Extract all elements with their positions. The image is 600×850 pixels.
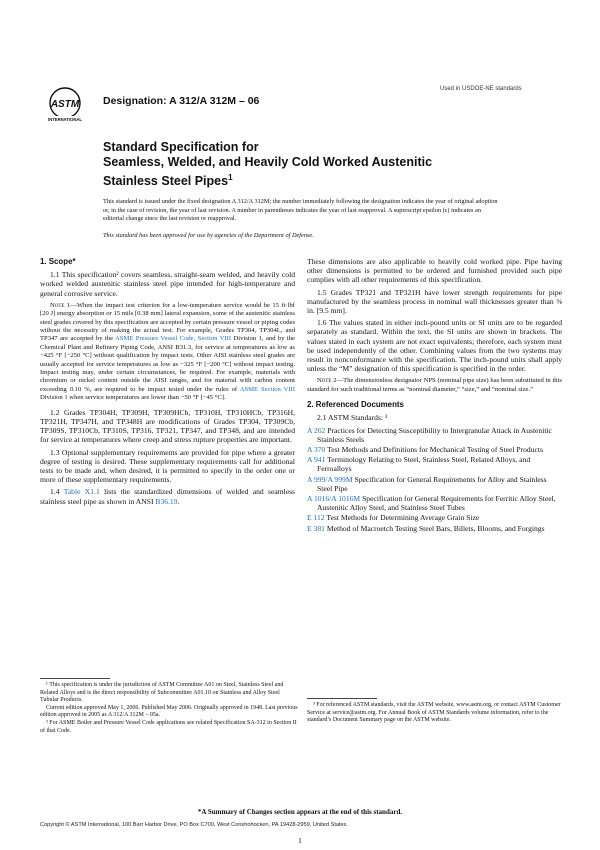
paragraph-1-5: 1.5 Grades TP321 and TP321H have lower strength requirements for pipe manufactured by the seamless process in nominal wall thicknesses greater than ⅜ in. [9.5 mm]. (307, 287, 562, 316)
reference-item: A 941 Terminology Relating to Steel, Stainless Steel, Related Alloys, and Ferroalloys (307, 455, 531, 474)
title-line-2: Seamless, Welded, and Heavily Cold Worked Austenitic (103, 155, 433, 169)
footnote-1: ¹ This specification is under the jurisdiction of ASTM Committee A01 on Steel, Stainless Steel and Related Alloys and is the direct responsibility of Subcommittee A01.10 on Stainless and Alloy Steel Tubular Products. (40, 682, 284, 704)
reference-code[interactable]: A 370 (307, 445, 326, 455)
reference-item: A 370 Test Methods and Definitions for Mechanical Testing of Steel Products (307, 445, 543, 455)
asme-section-link[interactable]: ASME Section VIII (239, 385, 296, 393)
reference-item: E 112 Test Methods for Determining Average Grain Size (307, 513, 480, 523)
note-1-label: Note 1 (50, 301, 71, 309)
reference-code[interactable]: A 999/A 999M (307, 474, 353, 484)
footnotes-right (307, 698, 562, 725)
paragraph-1-4-continued: These dimensions are also applicable to heavily cold worked pipe. Pipe having other dimensions is permitted to be ordered and furnished provided such pipe complies with all other requirements of this specification. (307, 257, 562, 285)
reference-list (307, 426, 562, 533)
note-2-label: Note 2 (317, 377, 337, 385)
footnote-3: ³ For referenced ASTM standards, visit the ASTM website, www.astm.org, or contact ASTM Customer Service at service@astm.org. For Annual Book of ASTM Standards volume information, refer to the standard’s Document Summary page on the ASTM website. (307, 702, 561, 724)
footnote-divider (40, 678, 110, 679)
title-footnote-mark: 1 (228, 173, 233, 182)
usage-note: Used in USDOE-NE standards (440, 86, 522, 92)
table-x1-1-link[interactable]: Table X1.1 (63, 487, 100, 497)
title-line-3: Stainless Steel Pipes$^1$ (103, 173, 233, 189)
issuance-note: This standard is issued under the fixed designation A 312/A 312M; the number immediately following the designation indicates the year of original adoption or, in the case of revision, the year of last revision. A number in parentheses indicates the year of last reapproval. A superscript epsilon (ε) indicates an editorial change since the last revision or reapproval. (103, 198, 498, 223)
note-1: Note 1—When the impact test criterion for a low-temperature service would be 15 ft·lbf [20 J] energy absorption or 15 mils [0.38 mm] lateral expansion, some of the austenitic stainless steel grades covered by this specification are accepted by certain pressure vessel or piping codes without the necessity of making the actual test. For example, Grades TP304, TP304L, and TP347 are accepted by the ASME Pressure Vessel Code, Section VIII Division 1, and by the Chemical Plant and Refinery Piping Code, ANSI B31.3, for service at temperatures as low as −425 °F [−250 °C] without qualification by impact tests. Other AISI stainless steel grades are usually accepted for service temperatures as low as −325 °F [−200 °C] without impact testing. Impact testing may, under certain circumstances, be required. For example, materials with chromium or nickel content outside the AISI ranges, and for material with carbon content exceeding 0.10 %, are required to be impact tested under the rules of ASME Section VIII Division 1 when service temperatures are lower than −50 °F [−45 °C]. (40, 301, 296, 402)
note-2: Note 2—The dimensionless designator NPS (nominal pipe size) has been substituted in this standard for such traditional terms as “nominal diameter,” “size,” and “nominal size.” (307, 377, 562, 393)
footnotes-left (40, 678, 298, 735)
svg-text:ASTM: ASTM (50, 99, 80, 110)
reference-code[interactable]: A 262 (307, 425, 326, 435)
reference-item: A 1016/A 1016M Specification for General Requirements for Ferritic Alloy Steel, Austenitic Alloy Steel, and Stainless Steel Tubes (307, 494, 556, 513)
svg-text:INTERNATIONAL: INTERNATIONAL (48, 117, 82, 122)
asme-code-link[interactable]: ASME Pressure Vessel Code, Section VIII (115, 335, 232, 343)
reference-item: A 262 Practices for Detecting Susceptibility to Intergranular Attack in Austenitic Stainless Steels (307, 425, 552, 444)
footnote-2: ² For ASME Boiler and Pressure Vessel Code applications see related Specification SA-312 in Section II of that Code. (40, 719, 297, 734)
copyright: Copyright © ASTM International, 100 Barr Harbor Drive, PO Box C700, West Conshohocken, PA 19428-2959, United States. (40, 822, 348, 828)
dod-approval-note: This standard has been approved for use by agencies of the Department of Defense. (103, 232, 314, 239)
designation: Designation: A 312/A 312M – 06 (103, 95, 260, 107)
left-column (40, 257, 295, 509)
title-line-1: Standard Specification for (103, 140, 259, 154)
reference-code[interactable]: A 941 (307, 455, 326, 465)
page-number: 1 (298, 836, 302, 845)
paragraph-1-2: 1.2 Grades TP304H, TP309H, TP309HCb, TP310H, TP310HCb, TP316H, TP321H, TP347H, and TP348H are modifications of Grades TP304, TP309Cb, TP309S, TP310Cb, TP310S, TP316, TP321, TP347, and TP348, and are intended for service at temperatures where creep and stress rupture properties are important. (40, 407, 295, 445)
section-heading-scope: 1. Scope* (40, 257, 76, 266)
footnote-divider (307, 698, 377, 699)
reference-code[interactable]: A 1016/A 1016M (307, 494, 361, 504)
paragraph-1-4: 1.4 Table X1.1 lists the standardized dimensions of welded and seamless stainless steel pipe as shown in ANSI B36.19. (40, 487, 295, 506)
paragraph-1-1: 1.1 This specification² covers seamless, straight-seam welded, and heavily cold worked welded austenitic stainless steel pipe intended for high-temperature and general corrosive service. (40, 270, 295, 298)
reference-item: E 381 Method of Macroetch Testing Steel Bars, Billets, Blooms, and Forgings (307, 523, 545, 533)
document-title (103, 140, 503, 189)
section-heading-referenced-documents: 2. Referenced Documents (307, 400, 404, 410)
reference-item: A 999/A 999M Specification for General Requirements for Alloy and Stainless Steel Pipe (307, 474, 547, 493)
paragraph-1-6: 1.6 The values stated in either inch-pound units or SI units are to be regarded separately as standard. Within the text, the SI units are shown in brackets. The values stated in each system are not exact equivalents; therefore, each system must be used independently of the other. Combining values from the two systems may result in nonconformance with the specification. The inch-pound units shall apply unless the “M” designation of this specification is specified in the order. (307, 318, 562, 374)
right-column (307, 257, 562, 534)
reference-code[interactable]: E 112 (307, 513, 325, 523)
footnote-1-edition: Current edition approved May 1, 2006. Published May 2006. Originally approved in 1948. Last previous edition approved in 2005 as A 312/A 312M – 05a. (40, 704, 298, 719)
b36-19-link[interactable]: B36.19 (155, 496, 178, 506)
summary-of-changes-note: *A Summary of Changes section appears at the end of this standard. (197, 808, 403, 816)
paragraph-1-3: 1.3 Optional supplementary requirements are provided for pipe where a greater degree of testing is desired. These supplementary requirements call for additional tests to be made and, when desired, it is permitted to specify in the order one or more of these supplementary requirements. (40, 447, 295, 485)
astm-logo (45, 85, 85, 125)
reference-code[interactable]: E 381 (307, 523, 325, 533)
astm-standards-label: 2.1 ASTM Standards: ³ (317, 413, 388, 423)
